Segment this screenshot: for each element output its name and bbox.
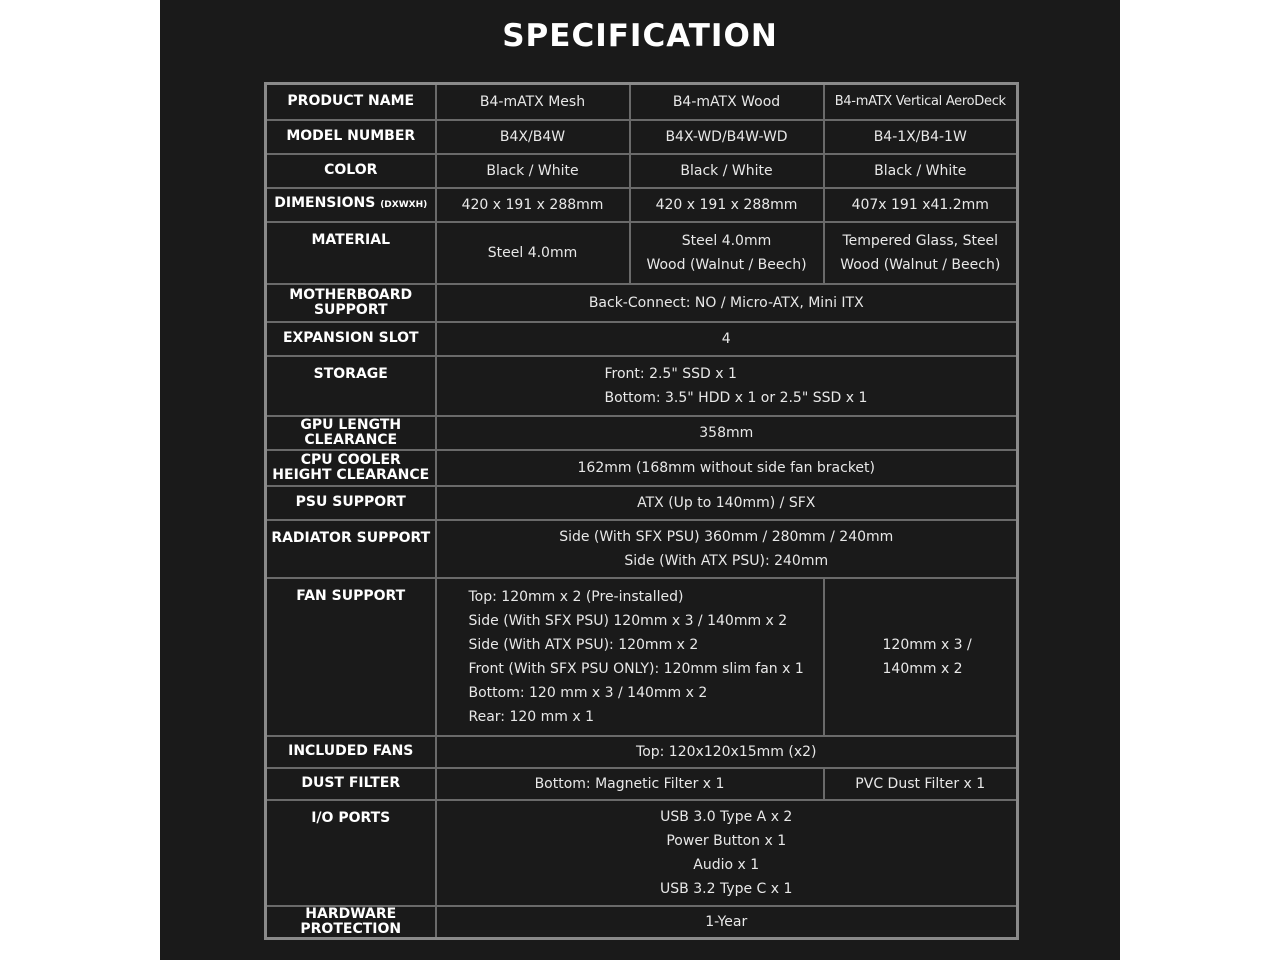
cell-expansion: 4	[436, 322, 1018, 356]
cell-material-wood	[630, 222, 824, 284]
dimensions-unit: (DXWXH)	[380, 200, 428, 210]
row-label-psu: PSU SUPPORT	[266, 486, 436, 520]
row-label-product-name: PRODUCT NAME	[266, 84, 436, 120]
storage-line: Front: 2.5" SSD x 1	[604, 365, 737, 382]
cell-material-aerodeck	[824, 222, 1018, 284]
table-row-material	[266, 222, 1018, 284]
table-row-color	[266, 154, 1018, 188]
io-line: USB 3.2 Type C x 1	[660, 880, 793, 897]
cell-io	[436, 800, 1018, 906]
cell-color-wood: Black / White	[630, 154, 824, 188]
table-row-cpu	[266, 450, 1018, 486]
cell-cpu: 162mm (168mm without side fan bracket)	[436, 450, 1018, 486]
table-row-hardware	[266, 906, 1018, 939]
radiator-line: Side (With SFX PSU) 360mm / 280mm / 240mm	[559, 528, 894, 545]
material-aerodeck-line: Tempered Glass, Steel	[842, 232, 999, 249]
row-label-cpu	[266, 450, 436, 486]
cell-model-aerodeck: B4-1X/B4-1W	[824, 120, 1018, 154]
cell-psu: ATX (Up to 140mm) / SFX	[436, 486, 1018, 520]
storage-line: Bottom: 3.5" HDD x 1 or 2.5" SSD x 1	[604, 389, 868, 406]
fan-line: Rear: 120 mm x 1	[468, 708, 595, 725]
fan-line: Side (With ATX PSU): 120mm x 2	[468, 636, 699, 653]
dimensions-label: DIMENSIONS	[274, 195, 376, 211]
cell-dimensions-wood: 420 x 191 x 288mm	[630, 188, 824, 222]
row-label-motherboard	[266, 284, 436, 322]
motherboard-label-line: MOTHERBOARD	[289, 286, 413, 303]
table-row-storage	[266, 356, 1018, 416]
cell-gpu: 358mm	[436, 416, 1018, 450]
table-row-motherboard	[266, 284, 1018, 322]
row-label-storage: STORAGE	[266, 356, 436, 416]
cell-color-mesh: Black / White	[436, 154, 630, 188]
table-row-included-fans	[266, 736, 1018, 768]
cell-fan-aerodeck	[824, 578, 1018, 736]
fan-aerodeck-line: 120mm x 3 /	[882, 636, 972, 653]
gpu-label-line: CLEARANCE	[304, 431, 398, 448]
table-row-radiator	[266, 520, 1018, 578]
cpu-label-line: HEIGHT CLEARANCE	[272, 466, 430, 483]
cell-dust-filter-aerodeck: PVC Dust Filter x 1	[824, 768, 1018, 800]
fan-line: Front (With SFX PSU ONLY): 120mm slim fan x 1	[468, 660, 804, 677]
cpu-label-line: CPU COOLER	[300, 451, 401, 468]
row-label-gpu	[266, 416, 436, 450]
cell-motherboard: Back-Connect: NO / Micro-ATX, Mini ITX	[436, 284, 1018, 322]
gpu-label-line: GPU LENGTH	[300, 416, 402, 433]
cell-model-mesh: B4X/B4W	[436, 120, 630, 154]
fan-aerodeck-line: 140mm x 2	[882, 660, 963, 677]
io-line: Power Button x 1	[666, 832, 787, 849]
radiator-line: Side (With ATX PSU): 240mm	[624, 552, 829, 569]
row-label-hardware: HARDWARE PROTECTION	[266, 906, 436, 939]
cell-product-wood: B4-mATX Wood	[630, 84, 824, 120]
table-row-dimensions	[266, 188, 1018, 222]
spec-table	[264, 82, 1019, 940]
table-row-model-number	[266, 120, 1018, 154]
row-label-color: COLOR	[266, 154, 436, 188]
cell-storage	[436, 356, 1018, 416]
cell-model-wood: B4X-WD/B4W-WD	[630, 120, 824, 154]
table-row-expansion	[266, 322, 1018, 356]
row-label-fan: FAN SUPPORT	[266, 578, 436, 736]
cell-product-mesh: B4-mATX Mesh	[436, 84, 630, 120]
cell-color-aerodeck: Black / White	[824, 154, 1018, 188]
row-label-material: MATERIAL	[266, 222, 436, 284]
row-label-model-number: MODEL NUMBER	[266, 120, 436, 154]
cell-dust-filter: Bottom: Magnetic Filter x 1	[436, 768, 824, 800]
cell-dimensions-mesh: 420 x 191 x 288mm	[436, 188, 630, 222]
material-wood-line: Wood (Walnut / Beech)	[646, 256, 807, 273]
row-label-dust-filter: DUST FILTER	[266, 768, 436, 800]
fan-line: Side (With SFX PSU) 120mm x 3 / 140mm x 2	[468, 612, 788, 629]
row-label-radiator: RADIATOR SUPPORT	[266, 520, 436, 578]
page-title: SPECIFICATION	[502, 18, 778, 54]
table-row-dust-filter	[266, 768, 1018, 800]
fan-line: Bottom: 120 mm x 3 / 140mm x 2	[468, 684, 708, 701]
cell-dimensions-aerodeck: 407x 191 x41.2mm	[824, 188, 1018, 222]
table-row-product-name	[266, 84, 1018, 120]
cell-fan	[436, 578, 824, 736]
row-label-dimensions	[266, 188, 436, 222]
io-line: USB 3.0 Type A x 2	[660, 808, 793, 825]
cell-material-mesh: Steel 4.0mm	[436, 222, 630, 284]
table-row-psu	[266, 486, 1018, 520]
table-row-fan	[266, 578, 1018, 736]
cell-hardware: 1-Year	[436, 906, 1018, 939]
io-line: Audio x 1	[693, 856, 760, 873]
table-row-gpu	[266, 416, 1018, 450]
fan-line: Top: 120mm x 2 (Pre-installed)	[468, 588, 684, 605]
row-label-expansion: EXPANSION SLOT	[266, 322, 436, 356]
cell-product-aerodeck: B4-mATX Vertical AeroDeck	[824, 84, 1018, 120]
spec-panel	[160, 0, 1120, 960]
row-label-included-fans: INCLUDED FANS	[266, 736, 436, 768]
material-aerodeck-line: Wood (Walnut / Beech)	[840, 256, 1001, 273]
motherboard-label-line: SUPPORT	[313, 301, 388, 318]
table-row-io	[266, 800, 1018, 906]
cell-radiator	[436, 520, 1018, 578]
cell-included-fans: Top: 120x120x15mm (x2)	[436, 736, 1018, 768]
material-wood-line: Steel 4.0mm	[681, 232, 772, 249]
row-label-io: I/O PORTS	[266, 800, 436, 906]
